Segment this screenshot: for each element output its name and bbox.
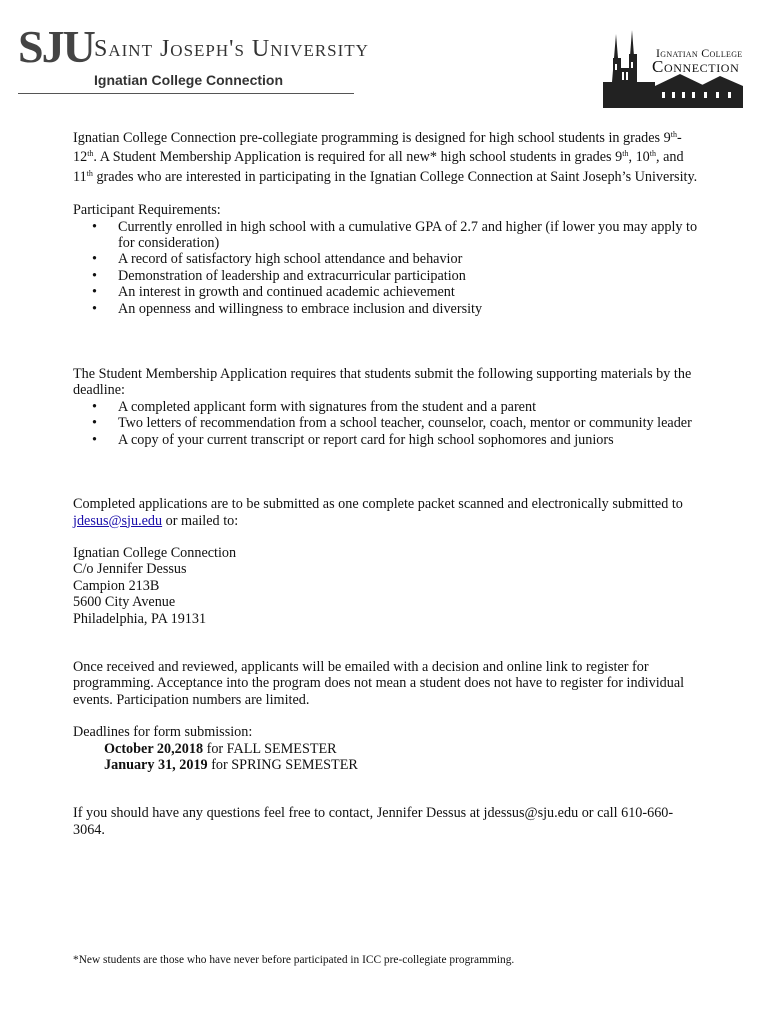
list-item: • A record of satisfactory high school attendance and behavior	[73, 251, 703, 267]
header-rule	[18, 93, 354, 94]
submission-paragraph: Completed applications are to be submitted as one complete packet scanned and electronically submitted to jdesus@sju.edu or mailed to:	[73, 496, 683, 529]
fall-deadline: October 20,2018 for FALL SEMESTER	[104, 740, 337, 757]
materials-list	[73, 399, 703, 448]
list-item: • Demonstration of leadership and extracurricular participation	[73, 268, 703, 284]
document-body	[73, 127, 703, 838]
email-link[interactable]: jdesus@sju.edu	[73, 512, 163, 529]
address-line: Philadelphia, PA 19131	[73, 610, 207, 627]
deadlines-heading: Deadlines for form submission:	[73, 724, 253, 741]
materials-heading: The Student Membership Application requires that students submit the following supporting materials by the deadline:	[73, 366, 692, 399]
icc-logo-line2: Connection	[652, 57, 740, 76]
contact-paragraph: If you should have any questions feel free to contact, Jennifer Dessus at jdessus@sju.edu or call 610-660-3064.	[73, 805, 674, 838]
address-line: C/o Jennifer Dessus	[73, 561, 187, 578]
footnote: *New students are those who have never before participated in ICC pre-collegiate programming.	[73, 954, 515, 966]
sju-monogram: SJU	[18, 21, 94, 72]
address-line: 5600 City Avenue	[73, 594, 176, 611]
list-item: • A copy of your current transcript or report card for high school sophomores and juniors	[73, 432, 703, 448]
document-header	[0, 0, 770, 115]
icc-logo-line1: Ignatian College	[656, 46, 743, 60]
address-line: Campion 213B	[73, 577, 160, 594]
requirements-heading: Participant Requirements:	[73, 202, 221, 219]
mailing-address	[73, 545, 703, 627]
list-item: • Two letters of recommendation from a school teacher, counselor, coach, mentor or community leader	[73, 415, 703, 431]
intro-paragraph: Ignatian College Connection pre-collegiate programming is designed for high school students in grades 9th-12th. A Student Membership Application is required for all new* high school students in grades 9th, 10th, and 11th grades who are interested in participating in the Ignatian College Connection at Saint Joseph’s University.	[73, 130, 698, 185]
list-item: • A completed applicant form with signatures from the student and a parent	[73, 399, 703, 415]
list-item: • An openness and willingness to embrace inclusion and diversity	[73, 301, 703, 317]
spring-deadline: January 31, 2019 for SPRING SEMESTER	[104, 756, 358, 773]
list-item: • An interest in growth and continued academic achievement	[73, 284, 703, 300]
sju-logo	[18, 20, 369, 96]
program-name: Ignatian College Connection	[94, 72, 284, 88]
icc-logo	[600, 28, 745, 110]
list-item: • Currently enrolled in high school with a cumulative GPA of 2.7 and higher (if lower you may apply to for consideration)	[73, 219, 703, 252]
review-paragraph: Once received and reviewed, applicants will be emailed with a decision and online link to register for programming. Acceptance into the program does not mean a student does not have to register for individual events. Participation numbers are limited.	[73, 658, 685, 708]
requirements-list	[73, 219, 703, 317]
address-line: Ignatian College Connection	[73, 544, 237, 561]
university-name: Saint Joseph's University	[94, 36, 369, 62]
